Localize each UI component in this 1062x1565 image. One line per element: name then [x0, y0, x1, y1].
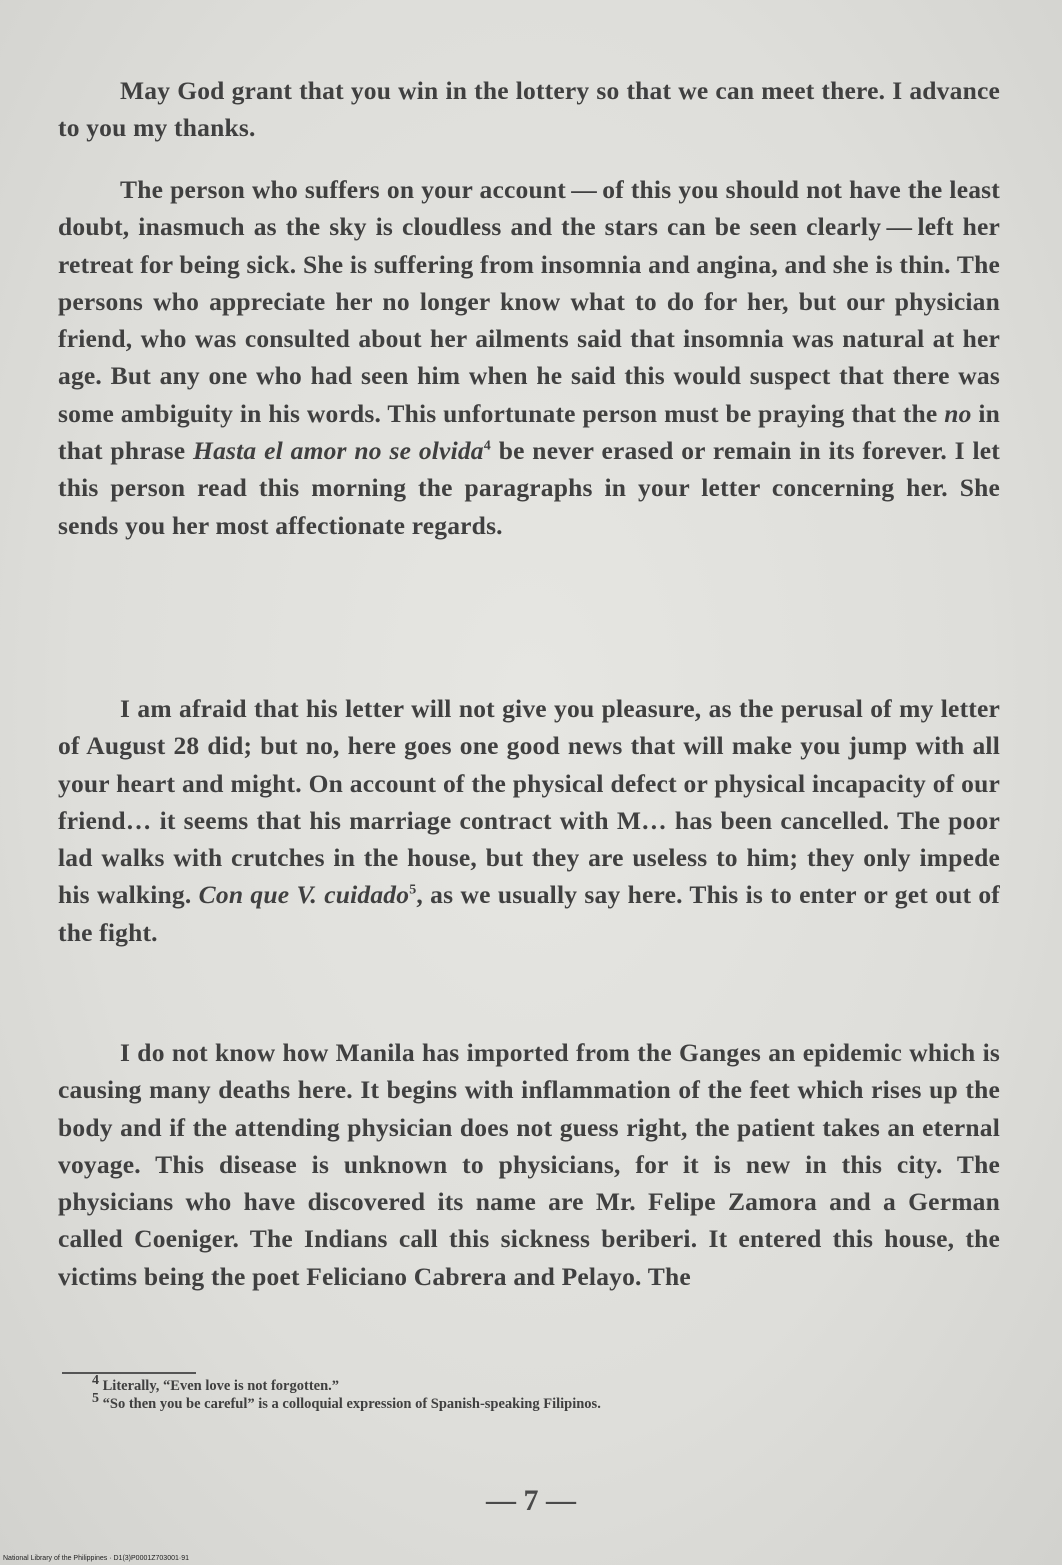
- paragraph-3-spanish-phrase: Con que V. cuidado: [198, 880, 410, 910]
- footnotes: [58, 1373, 1006, 1413]
- paragraph-2: [58, 171, 1000, 544]
- footnote-4-mark: 4: [92, 1373, 99, 1389]
- paragraph-2-text-c: be never erased or remain in its forever. I let this person read this morning the paragraphs in your letter concerning her. She sends you her most affectionate regards.: [58, 436, 1000, 540]
- paragraph-2-italic-no: no: [944, 398, 972, 428]
- paragraph-2-text-b: in that phrase: [58, 398, 1000, 466]
- footnote-5-mark: 5: [92, 1390, 99, 1406]
- paragraph-1: [58, 72, 1000, 147]
- paragraph-2-text-a: The person who suffers on your account — of this you should not have the least doubt, inasmuch as the sky is cloudless and the stars can be seen clearly — left her retreat for being sick. She is suffering from insomnia and angina, and she is thin. The persons who appreciate her no longer know what to do for her, but our physician friend, who was consulted about her ailments said that insomnia was natural at her age. But any one who had seen him when he said this would suspect that there was some ambiguity in his words. This unfortunate person must be praying that the: [58, 175, 1000, 428]
- page-number: — 7 —: [486, 1484, 576, 1517]
- paragraph-3-text-a: I am afraid that his letter will not give you pleasure, as the perusal of my letter of August 28 did; but no, here goes one good news that will make you jump with all your heart and might. On account of the physical defect or physical incapacity of our friend… it seems that his marriage contract with M… has been cancelled. The poor lad walks with crutches in the house, but they are useless to him; they only impede his walking.: [58, 694, 1000, 910]
- footnote-4-text: Literally, “Even love is not forgotten.”: [99, 1378, 340, 1394]
- paragraph-3: [58, 690, 1000, 951]
- footnote-4: [58, 1373, 1006, 1396]
- paragraph-3-text-b: , as we usually say here. This is to enter or get out of the fight.: [58, 880, 1000, 947]
- footnote-5-text: “So then you be careful” is a colloquial expression of Spanish-speaking Filipinos.: [99, 1395, 601, 1412]
- footnote-ref-4: 4: [483, 438, 491, 454]
- paragraph-4-text: I do not know how Manila has imported from the Ganges an epidemic which is causing many deaths here. It begins with inflammation of the feet which rises up the body and if the attending physician does not guess right, the patient takes an eternal voyage. This disease is unknown to physicians, for it is new in this city. The physicians who have discovered its name are Mr. Felipe Zamora and a German called Coeniger. The Indians call this sickness beriberi. It entered this house, the victims being the poet Feliciano Cabrera and Pelayo. The: [58, 1038, 1000, 1291]
- paragraph-2-spanish-phrase: Hasta el amor no se olvida: [193, 436, 484, 466]
- scan-credit: National Library of the Philippines · D1(3)P0001Z703001·91: [3, 1555, 189, 1562]
- footnote-5: [58, 1390, 1006, 1414]
- paragraph-1-text: May God grant that you win in the lottery so that we can meet there. I advance to you my thanks.: [58, 76, 1000, 143]
- footnote-divider: [62, 1372, 196, 1374]
- paragraph-4: [58, 1034, 1000, 1295]
- footnote-ref-5: 5: [409, 882, 417, 898]
